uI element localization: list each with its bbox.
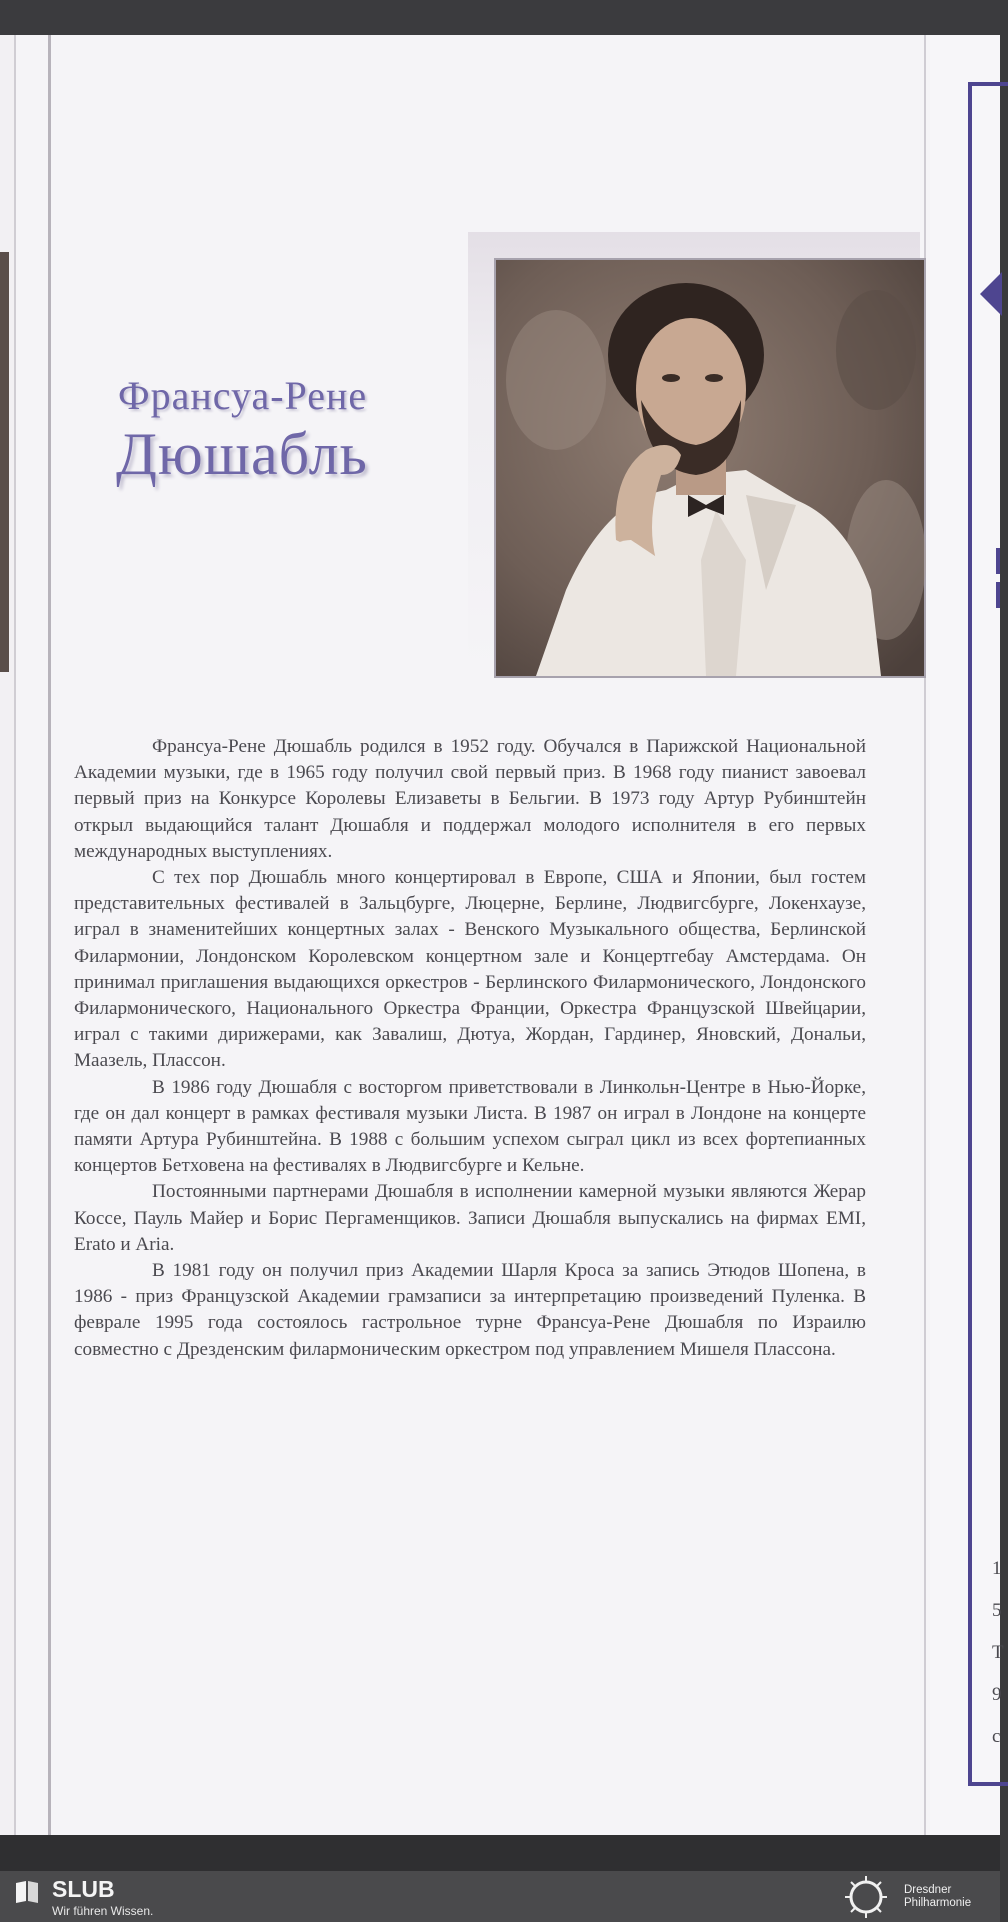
bio-paragraph: Франсуа-Рене Дюшабль родился в 1952 году. Обучался в Парижской Национальной Академии музыки, где в 1965 году получил свой первый приз. В 1968 году пианист завоевал первый приз на Конкурсе Королевы Елизаветы в Бельгии. В 1973 году Артур Рубинштейн открыл выдающийся талант Дюшабля и поддержал молодого исполнителя в его первых международных выступлениях. (74, 736, 866, 862)
fragment: T (992, 1642, 1004, 1663)
scan-bottom-border (0, 1835, 1000, 1871)
philharmonie-line-2: Philharmonie (904, 1897, 972, 1909)
slub-tagline: Wir führen Wissen. (52, 1904, 154, 1918)
right-page-mark (996, 548, 1000, 574)
philharmonie-sunburst-icon (840, 1874, 892, 1920)
fragment: 5 (992, 1600, 1002, 1621)
fragment: c (992, 1726, 1001, 1747)
portrait-photo-icon (496, 260, 924, 676)
bio-paragraph: С тех пор Дюшабль много концертировал в Европе, США и Японии, был гостем представительных фестивалей в Зальцбурге, Люцерне, Берлине, Людвигсбурге, Локенхаузе, играл в знаменитейших концертных залах - Венского Музыкального общества, Берлинской Филармонии, Лондонском Королевском концертном зале и Концертгебау Амстердама. Он принимал приглашения выдающихся оркестров - Берлинского Филармонического, Лондонского Филармонического, Национального Оркестра Франции, Оркестра Французской Швейцарии, играл с такими дирижерами, как Завалиш, Дютуа, Жордан, Гардинер, Яновский, Дональи, Маазель, Плассон. (74, 867, 866, 1072)
right-page-triangle-icon (980, 272, 1002, 316)
slub-book-icon (14, 1878, 40, 1904)
artist-last-name: Дюшабль (116, 421, 368, 487)
right-page-frame (968, 82, 1008, 1786)
fragment: 9 (992, 1684, 1002, 1705)
philharmonie-line-1: Dresdner (904, 1884, 952, 1896)
slub-logo-text: SLUB (52, 1876, 115, 1902)
portrait-photo (494, 258, 926, 678)
page-fold-line (48, 35, 51, 1835)
bio-paragraph: В 1986 году Дюшабля с восторгом приветствовали в Линкольн-Центре в Нью-Йорке, где он дал концерт в рамках фестиваля музыки Листа. В 1987 он играл в Лондоне на концерте памяти Артура Рубинштейна. В 1988 с большим успехом сыграл цикл из всех фортепианных концертов Бетховена на фестивалях в Людвигсбурге и Кельне. (74, 1076, 866, 1177)
left-page-photo-fragment (0, 252, 9, 672)
fragment: 1 (992, 1558, 1002, 1579)
right-page-mark (996, 582, 1000, 608)
scan-top-border (0, 0, 1000, 35)
philharmonie-logo-text (904, 1884, 971, 1910)
bio-paragraph: В 1981 году он получил приз Академии Шарля Кроса за запись Этюдов Шопена, в 1986 - приз Французской Академии грамзаписи за интерпретацию произведений Пуленка. В феврале 1995 года состоялось гастрольное турне Франсуа-Рене Дюшабля по Израилю совместно с Дрезденским филармоническим оркестром под управлением Мишеля Плассона. (74, 1260, 866, 1360)
bio-paragraph: Постоянными партнерами Дюшабля в исполнении камерной музыки являются Жерар Коссе, Пауль Майер и Борис Пергаменщиков. Записи Дюшабля выпускались на фирмах EMI, Erato и Aria. (74, 1181, 866, 1255)
biography-text (74, 734, 866, 1363)
artist-first-name: Франсуа-Рене (118, 373, 368, 418)
right-page-fragments (992, 1548, 1004, 1758)
